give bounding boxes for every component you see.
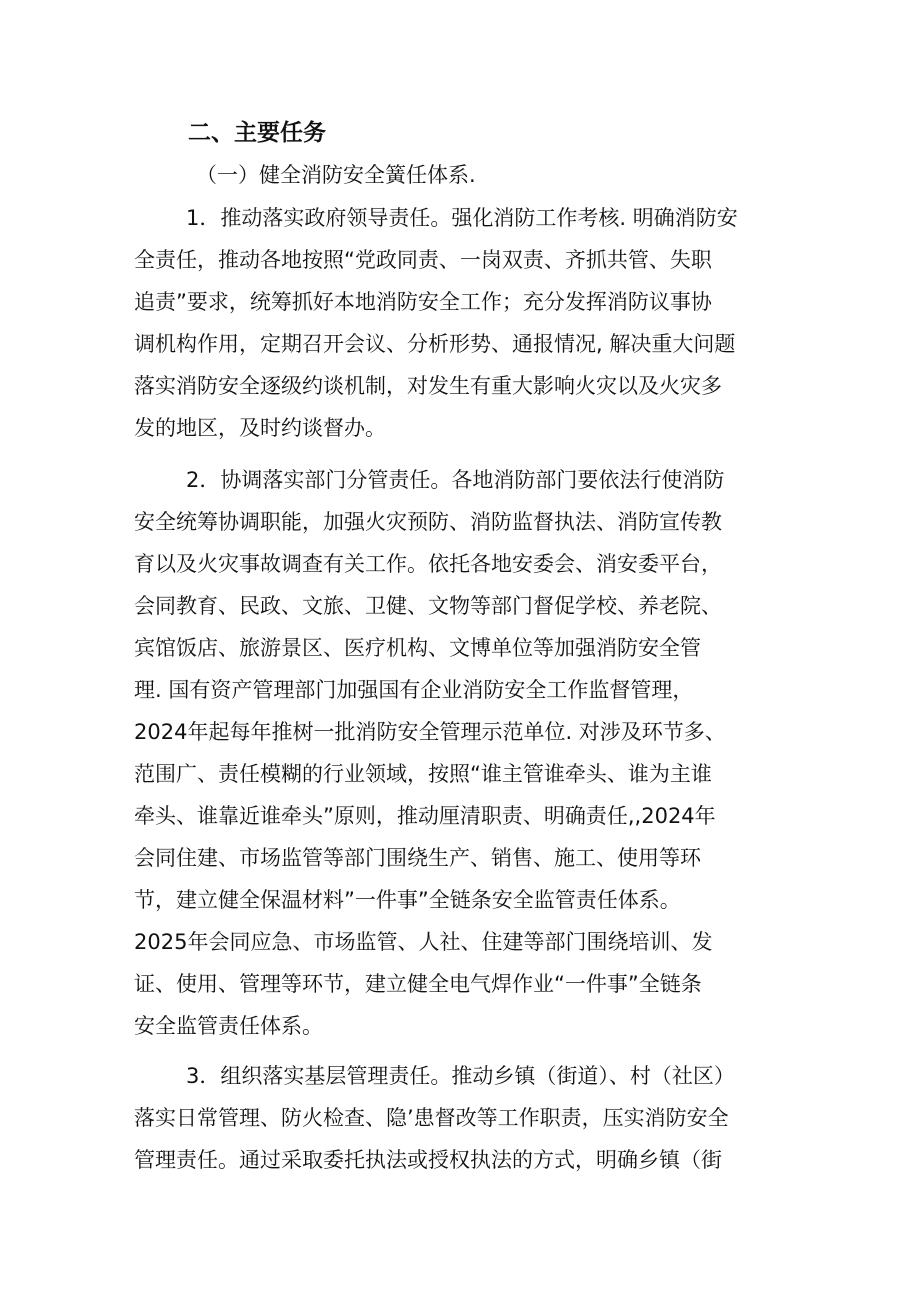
paragraph-grassroots-responsibility xyxy=(134,1055,794,1181)
paragraph-line: 调机构作用，定期召开会议、分析形势、通报情况, 解决重大问题 xyxy=(134,332,736,356)
paragraph-line: 范围广、责任模糊的行业领域，按照“谁主管谁牵头、谁为主谁 xyxy=(134,762,712,786)
paragraph-line: 理. 国有资产管理部门加强国有企业消防安全工作监督管理， xyxy=(134,678,694,702)
paragraph-line: 证、使用、管理等环节，建立健全电气焊作业“一件事”全链条 xyxy=(134,972,702,996)
paragraph-line: 落实日常管理、防火检查、隐’患督改等工作职责，压实消防安全 xyxy=(134,1106,729,1130)
paragraph-line: 安全统筹协调职能，加强火灾预防、消防监督执法、消防宣传教 xyxy=(134,510,722,534)
paragraph-line: 宾馆饭店、旅游景区、医疗机构、文博单位等加强消防安全管 xyxy=(134,636,701,660)
paragraph-line: 会同教育、民政、文旅、卫健、文物等部门督促学校、养老院、 xyxy=(134,594,722,618)
paragraph-government-responsibility xyxy=(134,197,794,449)
paragraph-line: 全责任，推动各地按照“党政同责、一岗双责、齐抓共管、失职 xyxy=(134,248,712,272)
section-heading: 二、主要任务 xyxy=(188,120,326,146)
paragraph-line: 节，建立健全保温材料”一件事”全链条安全监管责任体系。 xyxy=(134,888,681,912)
paragraph-line: 育以及火灾事故调查有关工作。依托各地安委会、消安委平台， xyxy=(134,552,722,576)
paragraph-line: 安全监管责任体系。 xyxy=(134,1014,323,1038)
paragraph-line: 3．组织落实基层管理责任。推动乡镇（街道）、村（社区） xyxy=(186,1064,735,1088)
paragraph-line: 会同住建、市场监管等部门围绕生产、销售、施工、使用等环 xyxy=(134,846,701,870)
paragraph-line: 牵头、谁靠近谁牵头”原则，推动厘清职责、明确责任,,2024年 xyxy=(134,804,716,828)
paragraph-line: 2．协调落实部门分管责任。各地消防部门要依法行使消防 xyxy=(186,468,725,492)
paragraph-line: 追责”要求，统筹抓好本地消防安全工作；充分发挥消防议事协 xyxy=(134,290,712,314)
paragraph-line: 2024年起每年推树一批消防安全管理示范单位. 对涉及环节多、 xyxy=(134,720,726,744)
paragraph-line: 落实消防安全逐级约谈机制，对发生有重大影响火灾以及火灾多 xyxy=(134,374,722,398)
subsection-heading: （一）健全消防安全簧任体系. xyxy=(196,163,476,187)
paragraph-department-responsibility xyxy=(134,459,794,1047)
paragraph-line: 1．推动落实政府领导责任。强化消防工作考核. 明确消防安 xyxy=(186,206,738,230)
paragraph-line: 管理责任。通过采取委托执法或授权执法的方式，明确乡镇（街 xyxy=(134,1148,722,1172)
paragraph-line: 发的地区，及时约谈督办。 xyxy=(134,416,386,440)
paragraph-line: 2025年会同应急、市场监管、人社、住建等部门围绕培训、发 xyxy=(134,930,713,954)
